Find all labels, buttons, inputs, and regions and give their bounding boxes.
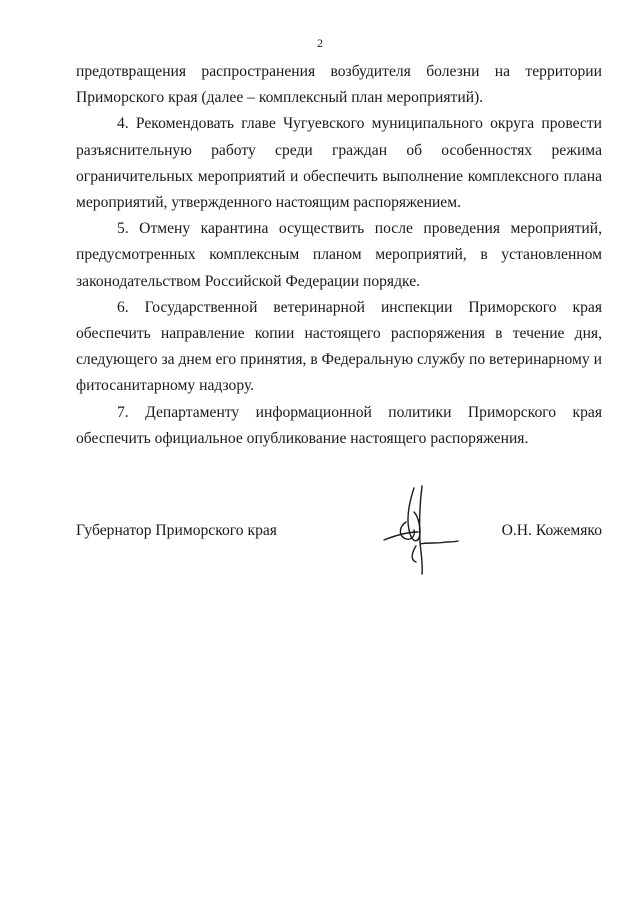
signature-block xyxy=(76,518,602,548)
page-number: 2 xyxy=(317,36,323,50)
paragraph-item-4: 4. Рекомендовать главе Чугуевского муниципального округа провести разъяснительную работу среди граждан об особенностях режима ограничительных мероприятий и обеспечить выполнение комплексного плана мероприятий, утвержденного настоящим распоряжением. xyxy=(76,115,602,212)
handwritten-signature xyxy=(376,482,460,578)
paragraph-item-7: 7. Департаменту информационной политики Приморского края обеспечить официальное опубликование настоящего распоряжения. xyxy=(76,403,602,447)
document-body xyxy=(76,59,602,452)
paragraph-continuation: предотвращения распространения возбудителя болезни на территории Приморского края (далее – комплексный план мероприятий). xyxy=(76,63,602,107)
signatory-name: О.Н. Кожемяко xyxy=(501,522,602,539)
paragraph-item-5: 5. Отмену карантина осуществить после проведения мероприятий, предусмотренных комплексным планом мероприятий, в установленном законодательством Российской Федерации порядке. xyxy=(76,220,602,290)
signatory-title: Губернатор Приморского края xyxy=(76,522,277,539)
paragraph-item-6: 6. Государственной ветеринарной инспекции Приморского края обеспечить направление копии настоящего распоряжения в течение дня, следующего за днем его принятия, в Федеральную службу по ветеринарному и фитосанитарному надзору. xyxy=(76,298,602,395)
